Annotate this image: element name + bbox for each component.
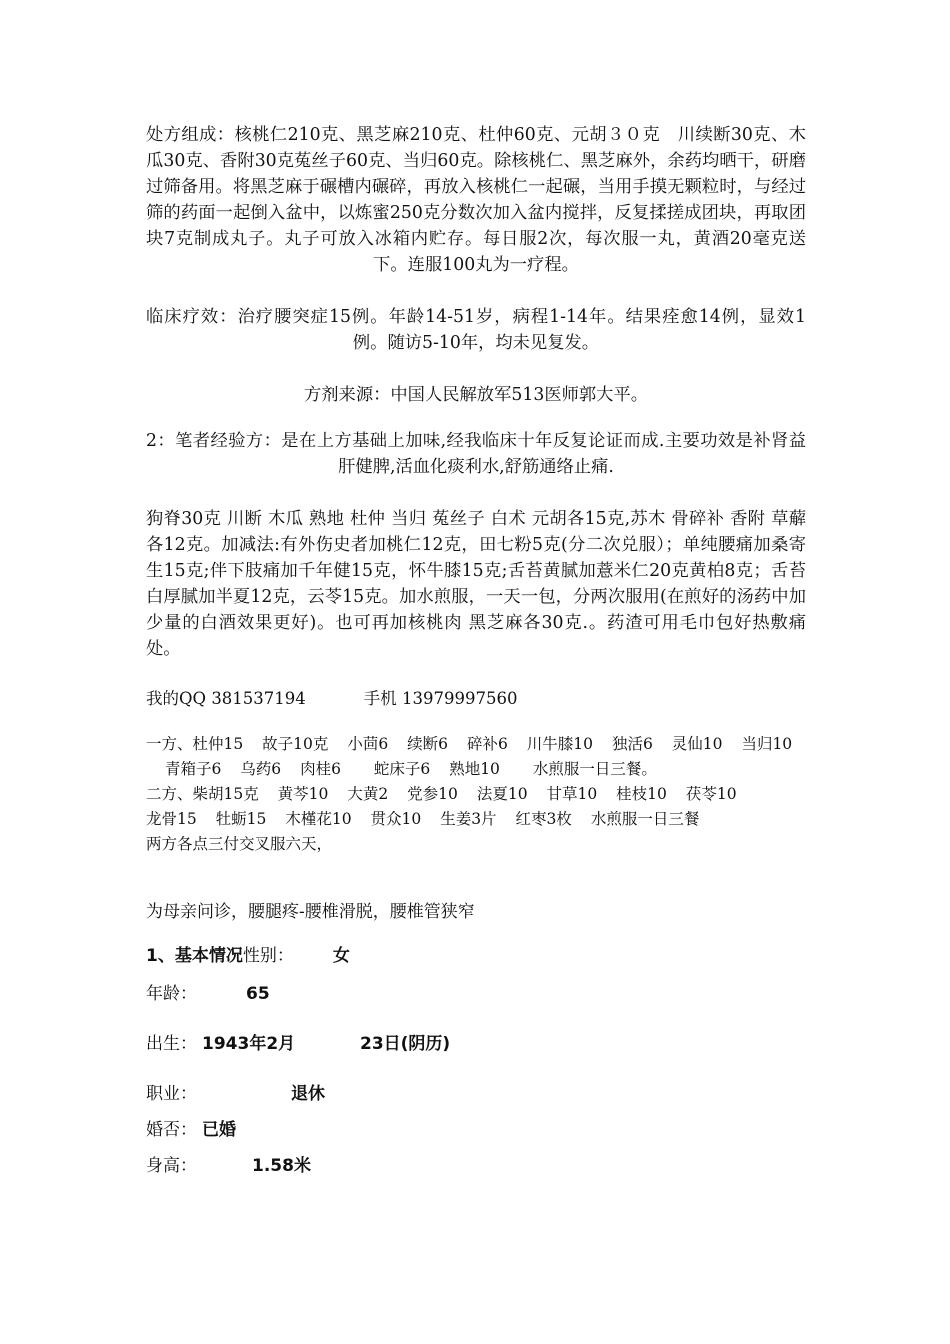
marriage-label: 婚否： bbox=[146, 1120, 197, 1140]
gender-label: 性别： bbox=[242, 946, 294, 966]
herb-item: 木槿花10 bbox=[285, 810, 352, 828]
basic-info-age bbox=[146, 981, 806, 1007]
herb-item: 灵仙10 bbox=[671, 735, 723, 753]
herb-item: 水煎服一日三餐 bbox=[590, 810, 700, 828]
birth-year-value: 1943年2月 bbox=[202, 1034, 296, 1054]
herb-item: 党参10 bbox=[407, 785, 458, 803]
gender-value: 女 bbox=[332, 946, 350, 966]
prescription-source: 方剂来源：中国人民解放军513医师郭大平。 bbox=[303, 385, 649, 405]
age-label: 年龄： bbox=[146, 984, 197, 1004]
herb-item: 茯苓10 bbox=[685, 785, 737, 803]
birth-label: 出生： bbox=[146, 1034, 197, 1054]
herb-item: 青箱子6 bbox=[164, 760, 222, 778]
herb-item: 故子10克 bbox=[262, 735, 329, 753]
job-value: 退休 bbox=[291, 1084, 325, 1104]
basic-info-gender bbox=[146, 943, 806, 969]
herb-item: 一方、杜仲15 bbox=[146, 735, 244, 753]
herb-item: 龙骨15 bbox=[146, 810, 197, 828]
herb-item: 黄芩10 bbox=[277, 785, 329, 803]
basic-info-birth bbox=[146, 1031, 806, 1057]
basic-info-job bbox=[146, 1081, 806, 1107]
herb-item: 甘草10 bbox=[546, 785, 598, 803]
formula-note: 两方各点三付交叉服六天， bbox=[146, 835, 333, 853]
herb-item: 贯众10 bbox=[370, 810, 422, 828]
height-label: 身高： bbox=[146, 1156, 197, 1176]
job-label: 职业： bbox=[146, 1084, 197, 1104]
herb-item: 碎补6 bbox=[466, 735, 508, 753]
formula-second bbox=[146, 782, 806, 832]
qq-label: 我的QQ bbox=[146, 689, 207, 708]
herb-item: 小茴6 bbox=[347, 735, 389, 753]
author-recipe-intro: 2：笔者经验方：是在上方基础上加味,经我临床十年反复论证而成.主要功效是补肾益肝健脾,活血化痰利水,舒筋通络止痛. bbox=[146, 431, 806, 477]
herb-item: 乌药6 bbox=[240, 760, 282, 778]
herb-item: 独活6 bbox=[611, 735, 653, 753]
basic-info-height bbox=[146, 1153, 806, 1179]
qq-number: 381537194 bbox=[211, 689, 306, 708]
prescription-composition: 处方组成：核桃仁210克、黑芝麻210克、杜仲60克、元胡３０克 川续断30克、木瓜30克、香附30克菟丝子60克、当归60克。除核桃仁、黑芝麻外，余药均晒干，研磨过筛备用。将黑芝麻于碾槽内碾碎，再放入核桃仁一起碾，当用手摸无颗粒时，与经过筛的药面一起倒入盆中，以炼蜜250克分数次加入盆内搅拌，反复揉搓成团块，再取团块7克制成丸子。丸子可放入冰箱内贮存。每日服2次，每次服一丸，黄酒20毫克送下。连服100丸为一疗程。 bbox=[146, 125, 806, 275]
basic-info-marriage bbox=[146, 1117, 806, 1143]
herb-item: 二方、柴胡15克 bbox=[146, 785, 259, 803]
herb-item: 大黄2 bbox=[347, 785, 389, 803]
marriage-value: 已婚 bbox=[202, 1120, 236, 1140]
basic-info-heading: 1、基本情况 bbox=[146, 946, 243, 966]
herb-item: 川牛膝10 bbox=[526, 735, 594, 753]
herb-item: 肉桂6 bbox=[300, 760, 341, 778]
formula-first bbox=[146, 732, 806, 782]
herb-item: 法夏10 bbox=[476, 785, 528, 803]
herb-item: 当归10 bbox=[741, 735, 793, 753]
herb-item: 蛇床子6 bbox=[373, 760, 431, 778]
birth-day-value: 23日(阴历) bbox=[360, 1034, 451, 1054]
herb-item: 续断6 bbox=[407, 735, 449, 753]
age-value: 65 bbox=[246, 984, 270, 1004]
visit-title: 为母亲问诊，腰腿疼-腰椎滑脱，腰椎管狭窄 bbox=[146, 902, 475, 922]
herb-item: 生姜3片 bbox=[440, 810, 497, 828]
clinical-efficacy: 临床疗效：治疗腰突症15例。年龄14-51岁，病程1-14年。结果痊愈14例，显效1例。随访5-10年，均未见复发。 bbox=[146, 307, 806, 353]
herb-item: 牡蛎15 bbox=[215, 810, 267, 828]
phone-label: 手机 bbox=[363, 689, 397, 708]
phone-number: 13979997560 bbox=[402, 689, 518, 708]
herb-item: 水煎服一日三餐。 bbox=[532, 760, 657, 778]
contact-line bbox=[146, 686, 806, 712]
herb-item: 桂枝10 bbox=[616, 785, 667, 803]
herb-item: 红枣3枚 bbox=[515, 810, 572, 828]
document-content bbox=[146, 122, 806, 1179]
author-recipe-detail: 狗脊30克 川断 木瓜 熟地 杜仲 当归 菟丝子 白术 元胡各15克,苏木 骨碎补 香附 草薢各12克。加减法:有外伤史者加桃仁12克，田七粉5克(分二次兑服）；单纯腰痛加桑寄生15克;伴下肢痛加千年健15克，怀牛膝15克;舌苔黄腻加薏米仁20克黄柏8克；舌苔白厚腻加半夏12克，云苓15克。加水煎服，一天一包，分两次服用(在煎好的汤药中加少量的白酒效果更好)。也可再加核桃肉 黑芝麻各30克.。药渣可用毛巾包好热敷痛处。 bbox=[146, 509, 806, 659]
herb-item: 熟地10 bbox=[449, 760, 500, 778]
height-value: 1.58米 bbox=[252, 1156, 311, 1176]
